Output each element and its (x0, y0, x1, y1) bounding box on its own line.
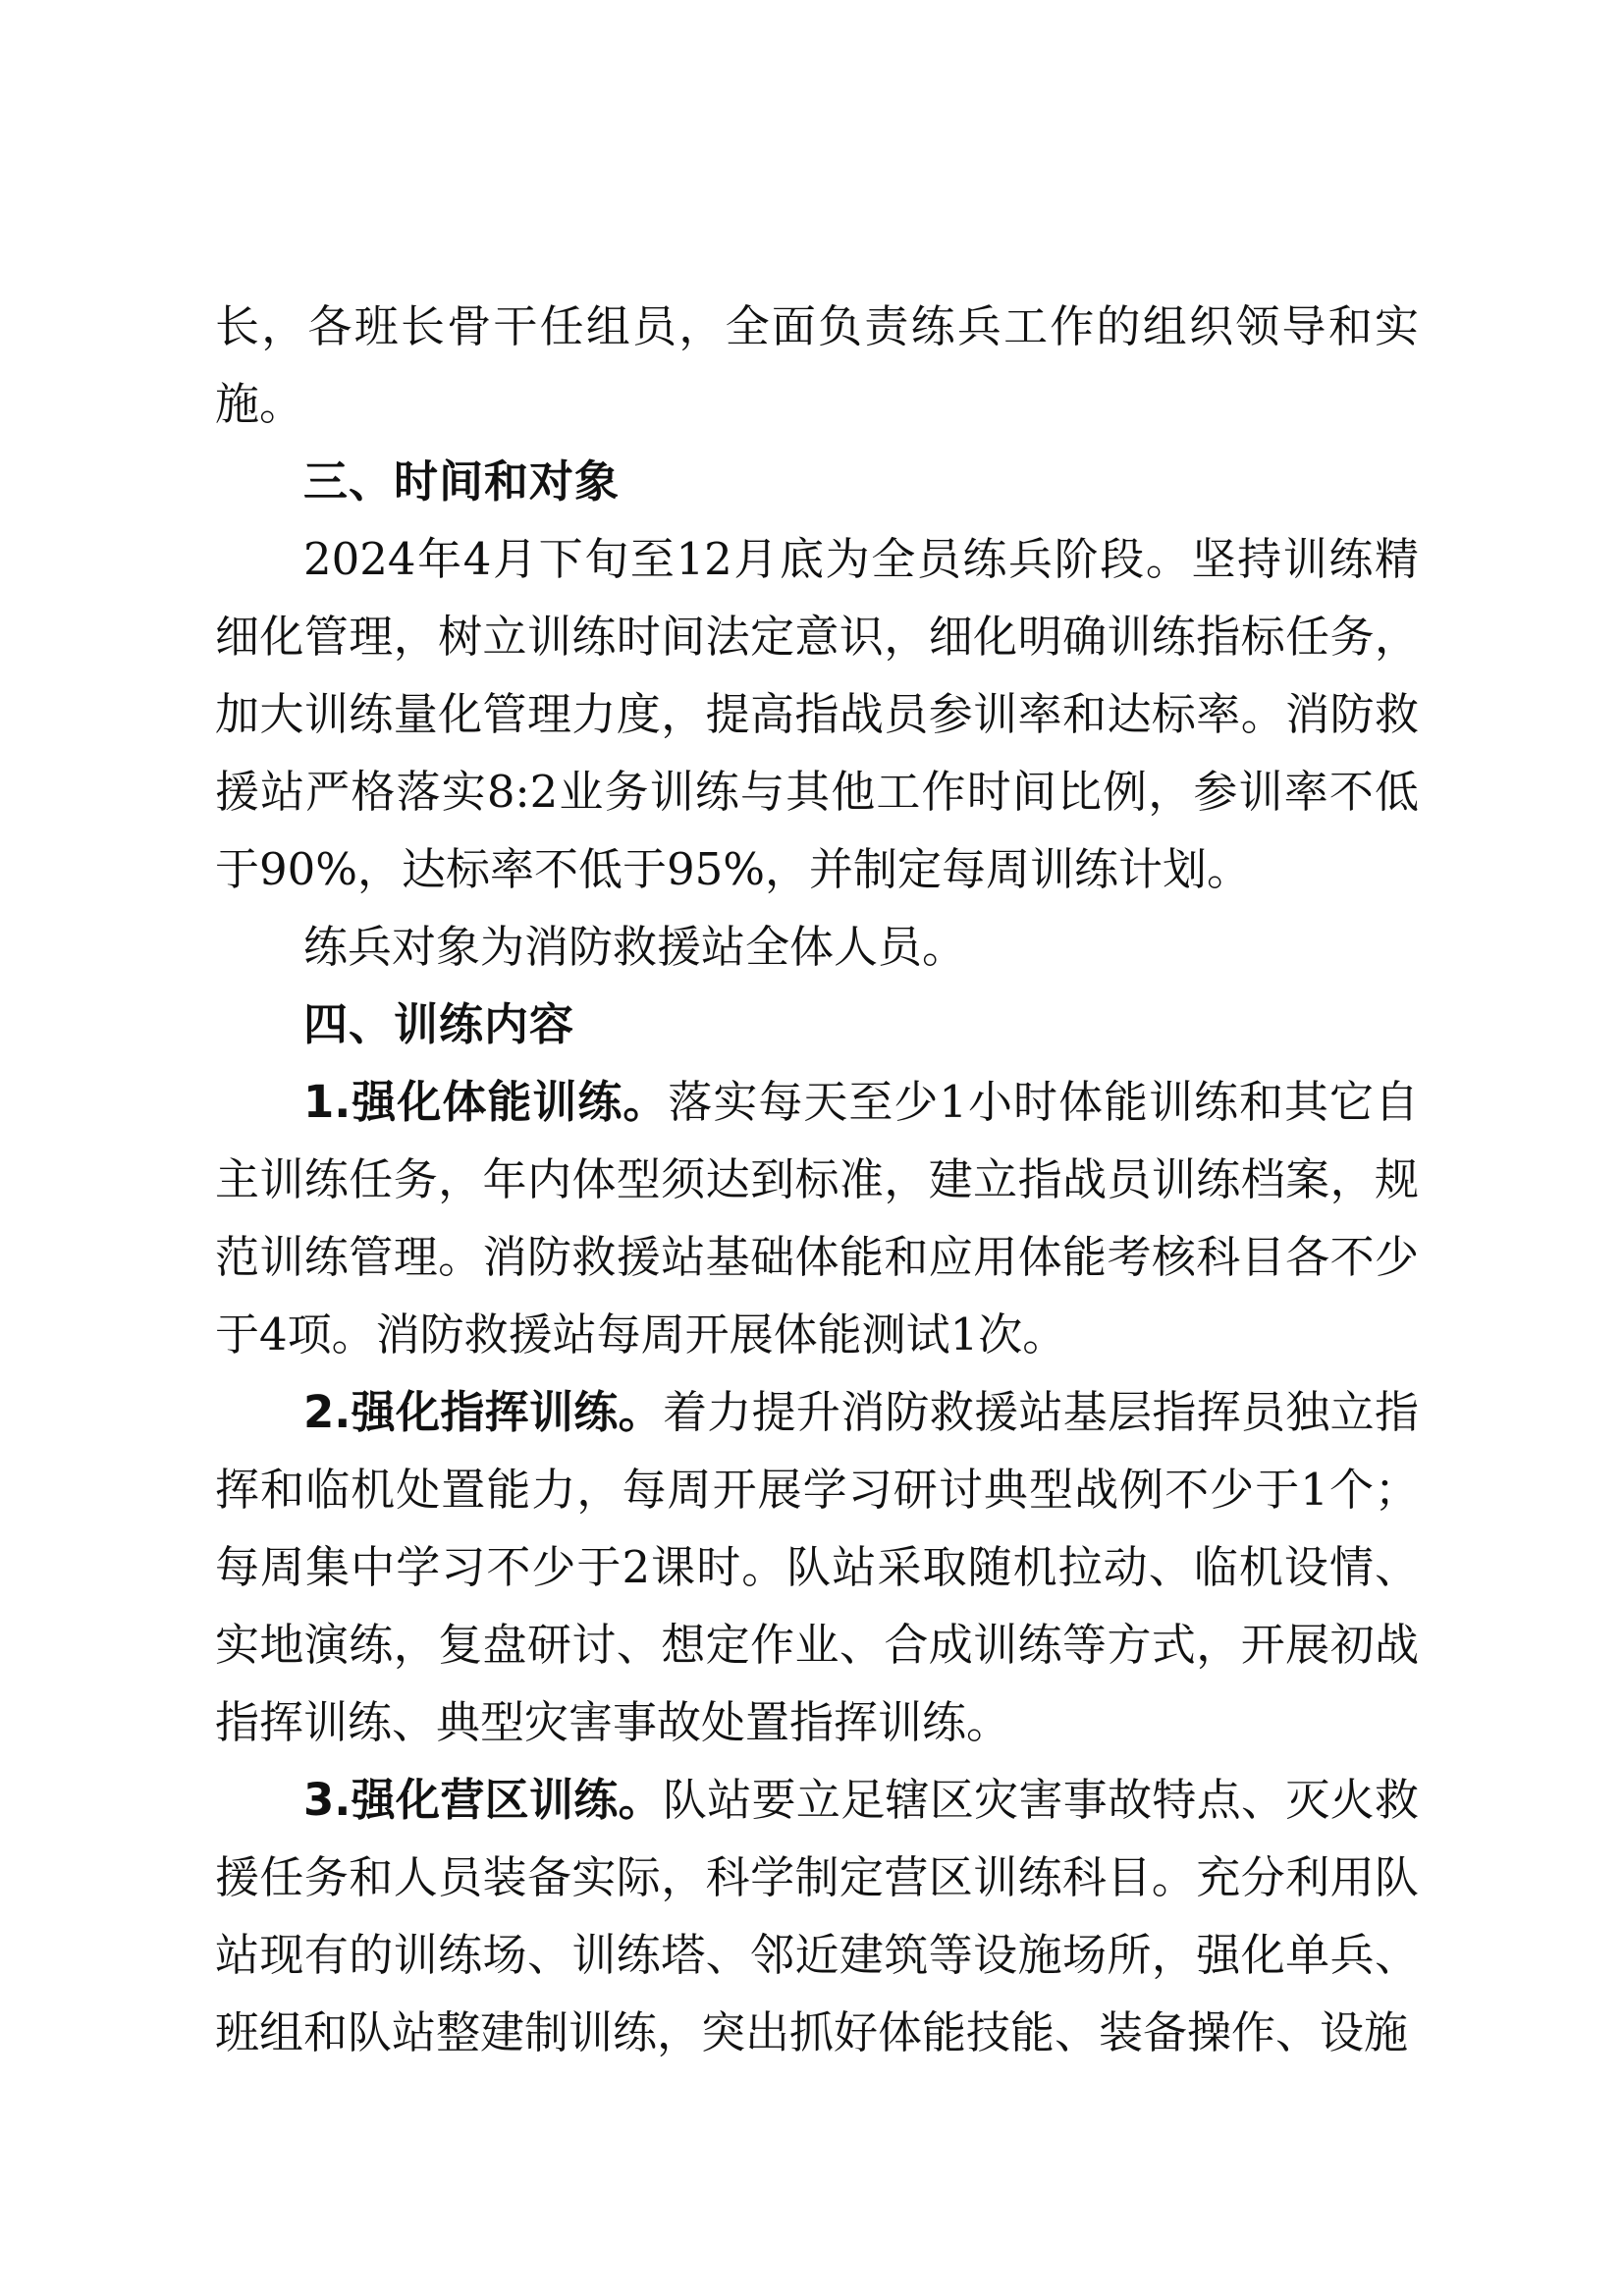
paragraph-camp-training (215, 1761, 1419, 2071)
paragraph-training-targets: 练兵对象为消防救援站全体人员。 (303, 921, 967, 973)
item-lead-command-training: 2.强化指挥训练。 (303, 1386, 663, 1438)
item-lead-physical-training: 1.强化体能训练。 (303, 1076, 669, 1128)
paragraph-command-training (215, 1373, 1419, 1761)
section-heading-time-and-targets: 三、时间和对象 (303, 455, 621, 507)
item-text-camp-training: 队站要立足辖区灾害事故特点、灭火救援任务和人员装备实际，科学制定营区训练科目。充分利用队站现有的训练场、训练塔、邻近建筑等设施场所，强化单兵、班组和队站整建制训练，突出抓好体能技能、装备操作、设施 (215, 1774, 1419, 2058)
paragraph-continuation: 长，各班长骨干任组员，全面负责练兵工作的组织领导和实施。 (215, 300, 1419, 430)
document-body (215, 288, 1419, 2071)
item-lead-camp-training: 3.强化营区训练。 (303, 1774, 663, 1826)
paragraph-training-period: 2024年4月下旬至12月底为全员练兵阶段。坚持训练精细化管理，树立训练时间法定意识，细化明确训练指标任务，加大训练量化管理力度，提高指战员参训率和达标率。消防救援站严格落实8:2业务训练与其他工作时间比例，参训率不低于90%，达标率不低于95%，并制定每周训练计划。 (215, 533, 1419, 895)
item-text-physical-training: 落实每天至少1小时体能训练和其它自主训练任务，年内体型须达到标准，建立指战员训练档案，规范训练管理。消防救援站基础体能和应用体能考核科目各不少于4项。消防救援站每周开展体能测试1次。 (215, 1076, 1419, 1361)
paragraph-physical-training (215, 1063, 1419, 1373)
item-text-command-training: 着力提升消防救援站基层指挥员独立指挥和临机处置能力，每周开展学习研讨典型战例不少于1个；每周集中学习不少于2课时。队站采取随机拉动、临机设情、实地演练，复盘研讨、想定作业、合成训练等方式，开展初战指挥训练、典型灾害事故处置指挥训练。 (215, 1386, 1419, 1748)
section-heading-training-content: 四、训练内容 (303, 998, 575, 1050)
